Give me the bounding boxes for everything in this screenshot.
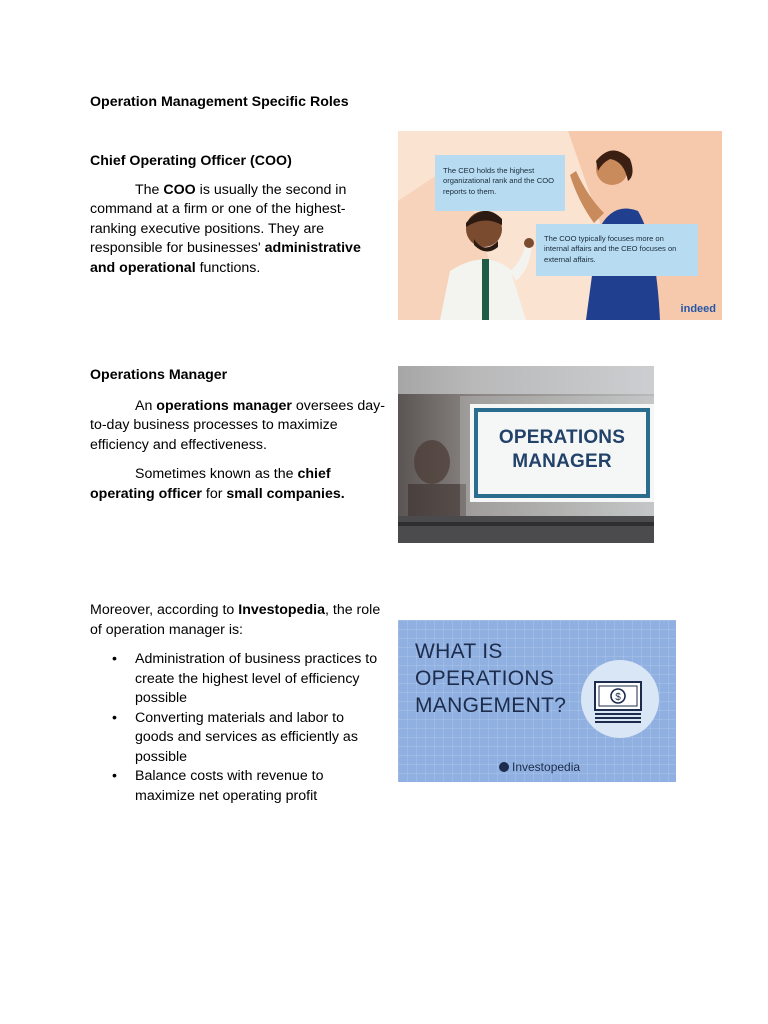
investopedia-logo-icon [499, 762, 509, 772]
svg-text:$: $ [615, 692, 621, 703]
coo-paragraph [90, 181, 386, 279]
bullet-text: Balance costs with revenue to maximize net operating profit [135, 768, 324, 804]
sign-line-1: OPERATIONS [498, 427, 626, 448]
om-text-2: oversees day-to-day business processes to maximize efficiency and effectiveness. [90, 397, 385, 453]
indeed-logo: indeed [680, 303, 716, 315]
bullet-icon: • [112, 768, 117, 784]
investopedia-graphic-title [415, 638, 566, 719]
sign-line-2: MANAGER [512, 451, 612, 472]
investopedia-logo [499, 760, 580, 774]
graphic-title-line-2: OPERATIONS [415, 667, 555, 690]
graphic-title-line-1: WHAT IS [415, 640, 503, 663]
bullet-icon: • [112, 709, 117, 726]
om-text-bold-2: chief operating officer [90, 466, 331, 502]
investopedia-logo-text: Investopedia [512, 760, 581, 774]
om-text-4: for [201, 485, 227, 502]
investopedia-section [90, 601, 386, 806]
list-item [90, 709, 386, 768]
money-icon-circle [581, 660, 659, 738]
coo-text-bold-coo: COO [163, 181, 196, 198]
coo-text-bold-admin: administrative and operational [90, 240, 361, 276]
coo-section [90, 152, 386, 278]
list-item [90, 650, 386, 709]
om-text-1: An [135, 397, 157, 414]
bullet-text: Converting materials and labor to goods and services as efficiently as possible [135, 709, 358, 765]
document-title: Operation Management Specific Roles [90, 94, 349, 110]
om-paragraph-2 [90, 465, 386, 504]
money-icon [581, 660, 659, 738]
bullet-icon: • [112, 651, 117, 667]
operations-manager-section [90, 366, 386, 504]
om-text-bold-1: operations manager [156, 397, 292, 414]
operations-manager-heading: Operations Manager [90, 367, 228, 383]
graphic-title-line-3: MANGEMENT? [415, 694, 567, 717]
inv-text-2: , the role of operation manager is: [90, 602, 381, 638]
coo-text-1: The [135, 181, 164, 198]
operations-manager-sign [484, 426, 640, 474]
investopedia-graphic [398, 620, 676, 782]
ceo-speech-bubble: The CEO holds the highest organizational rank and the COO reports to them. [435, 155, 565, 211]
om-paragraph-1 [90, 397, 386, 456]
coo-text-3: functions. [195, 259, 261, 276]
inv-text-bold: Investopedia [238, 602, 325, 618]
bullet-text: Administration of business practices to create the highest level of efficiency possible [135, 651, 378, 706]
om-text-bold-3: small companies. [226, 485, 345, 502]
coo-illustration-image [398, 131, 722, 320]
coo-speech-bubble: The COO typically focuses more on internal affairs and the CEO focuses on external affairs. [536, 224, 698, 276]
list-item [90, 767, 386, 806]
om-text-3: Sometimes known as the [135, 466, 298, 482]
role-bullet-list [90, 650, 386, 806]
coo-text-2: is usually the second in command at a firm or one of the highest-ranking executive positions. They are responsible for businesses' [90, 181, 347, 256]
inv-text-1: Moreover, according to [90, 602, 239, 618]
operations-manager-photo [398, 366, 654, 543]
coo-heading: Chief Operating Officer (COO) [90, 153, 292, 169]
investopedia-intro [90, 601, 386, 640]
